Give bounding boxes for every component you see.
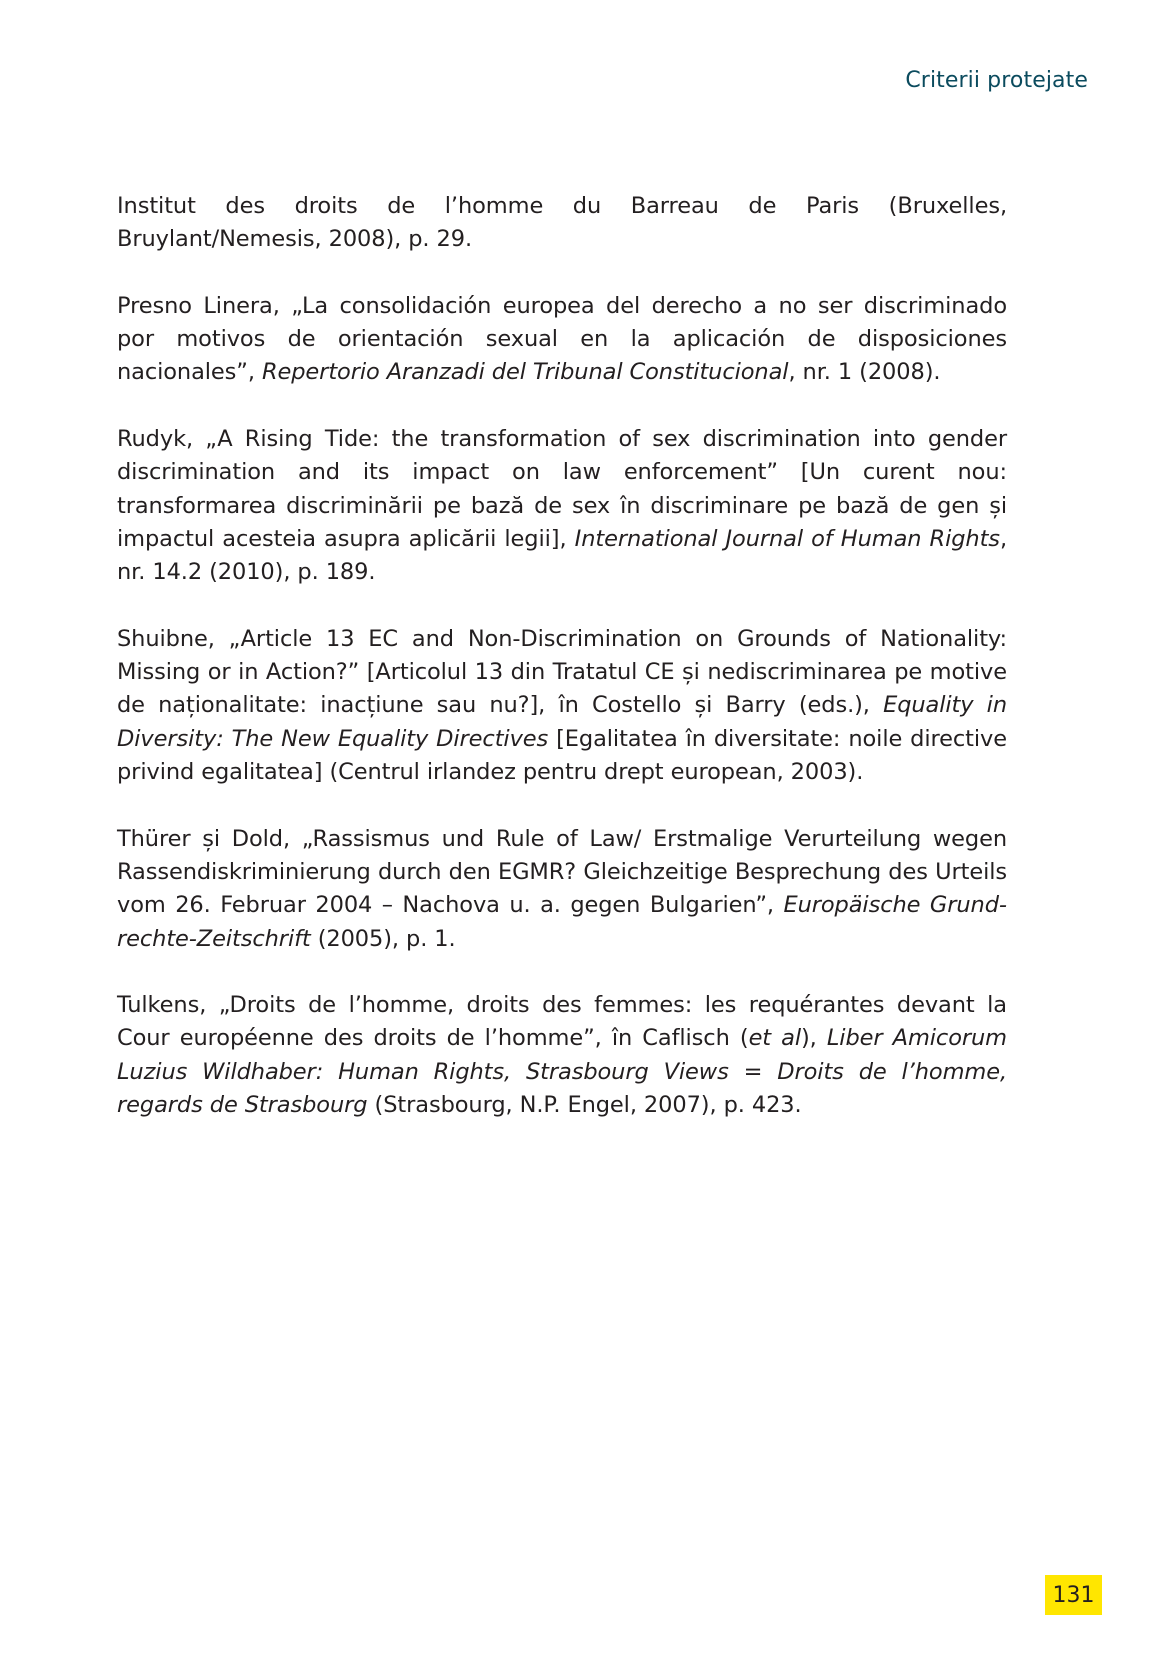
reference-entry — [117, 290, 1007, 390]
reference-text: , nr. 14.2 (2010), p. 189. — [117, 525, 1007, 586]
reference-text: Shuibne, „Article 13 EC and Non-Discrimination on Grounds of Nationality: Missing or in Action?” [Articolul 13 din Tratatul CE și nediscriminarea pe motive de naționalitate: inacțiune sau nu?], în Costello și Barry (eds.), — [117, 625, 1007, 719]
reference-text-italic: et al — [748, 1025, 801, 1052]
reference-title-italic: Europäische Grundrechte-Zeitschrift — [117, 892, 1008, 952]
reference-text: Thürer și Dold, „Rassismus und Rule of Law/ Erstmalige Verurteilung wegen Rassendiskriminierung durch den EGMR? Gleichzeitige Besprechung des Urteils vom 26. Februar 2004 – Nachova u. a. gegen Bulgarien”, — [117, 825, 1007, 919]
reference-title-italic: Equality in Diversity: The New Equality Directives — [117, 692, 1007, 752]
reference-text: (Strasbourg, N.P. Engel, 2007), p. 423. — [367, 1092, 802, 1119]
reference-text: , nr. 1 (2008). — [788, 359, 941, 386]
reference-entry — [117, 823, 1007, 956]
reference-title-italic: International Journal of Human Rights — [574, 525, 1000, 552]
reference-entry — [117, 190, 1007, 257]
reference-entry — [117, 423, 1007, 589]
reference-text: (2005), p. 1. — [310, 925, 456, 952]
reference-text: Rudyk, „A Rising Tide: the transformation of sex discrimination into gender discrimination and its impact on law enforcement” [Un curent nou: transformarea discriminării pe bază de sex în discriminare pe bază de gen și impactul acesteia asupra aplicării legii], — [117, 426, 1007, 552]
reference-title-italic: Liber Amicorum Luzius Wildhaber: Human Rights, Strasbourg Views = Droits de l’homme, regards de Strasbourg — [117, 1025, 1007, 1119]
reference-entry — [117, 623, 1007, 789]
reference-text: Presno Linera, „La consolidación europea del derecho a no ser discriminado por motivos de orientación sexual en la aplicación de disposiciones nacionales”, — [117, 292, 1007, 386]
reference-text: Tulkens, „Droits de l’homme, droits des femmes: les requérantes devant la Cour européenne des droits de l’homme”, în Caflisch ( — [117, 992, 1007, 1052]
reference-text: Institut des droits de l’homme du Barreau de Paris (Bruxelles, Bruylant/Nemesis, 2008), p. 29. — [117, 193, 1007, 253]
reference-entry — [117, 989, 1007, 1122]
reference-title-italic: Repertorio Aranzadi del Tribunal Constitucional — [261, 359, 789, 386]
reference-list — [117, 190, 1007, 1156]
reference-text: [Egalitatea în diversitate: noile directive privind egalitatea] (Centrul irlandez pentru drept european, 2003). — [117, 725, 1007, 786]
page-number-badge: 131 — [1045, 1575, 1102, 1615]
reference-text: ), — [801, 1025, 827, 1052]
running-header: Criterii protejate — [905, 68, 1088, 93]
